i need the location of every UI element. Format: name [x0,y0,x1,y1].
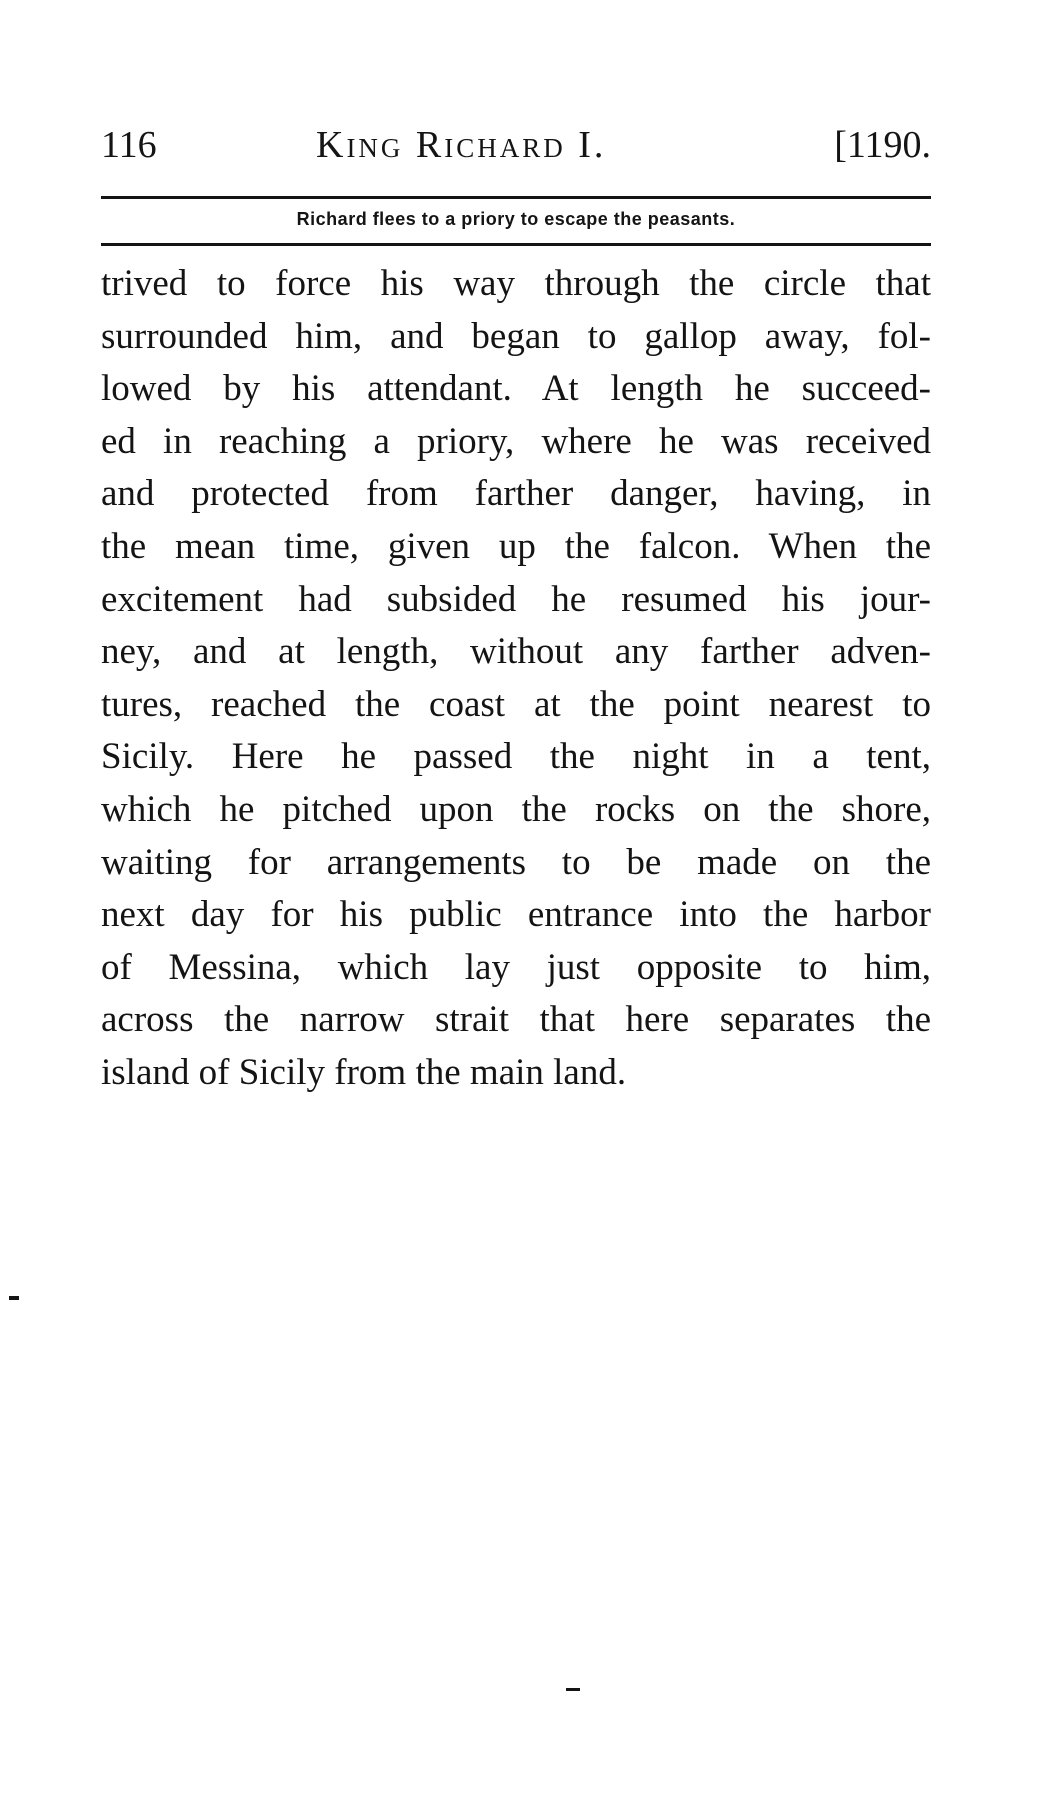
text-line: of Messina, which lay just opposite to him, [101,946,931,988]
text-line: island of Sicily from the main land. [101,1051,627,1093]
text-line: lowed by his attendant. At length he succeed- [101,368,931,410]
text-line: waiting for arrangements to be made on the [101,841,931,883]
body-text [101,258,931,1100]
text-line: across the narrow strait that here separates the [101,999,931,1041]
header-rule-bottom [101,243,931,246]
text-line: surrounded him, and began to gallop away, fol- [101,315,931,357]
text-line: and protected from farther danger, having, in [101,473,931,515]
scan-speck [9,1296,19,1300]
page-number: 116 [101,124,157,166]
text-line: ney, and at length, without any farther adven- [101,631,931,673]
text-line: ed in reaching a priory, where he was received [101,420,931,462]
text-line: the mean time, given up the falcon. When the [101,525,931,567]
side-note: Richard flees to a priory to escape the peasants. [296,209,736,229]
scan-speck [566,1688,580,1691]
book-title: King Richard I. [316,124,607,166]
text-line: next day for his public entrance into the harbor [101,894,931,936]
text-line: Sicily. Here he passed the night in a tent, [101,736,931,778]
text-line: trived to force his way through the circle that [101,263,931,304]
year-marker: [1190. [834,124,931,166]
header-rule-top [101,196,931,199]
text-line: which he pitched upon the rocks on the shore, [101,788,931,830]
running-head [101,120,931,170]
text-line: excitement had subsided he resumed his jour- [101,578,931,620]
text-line: tures, reached the coast at the point nearest to [101,683,931,725]
